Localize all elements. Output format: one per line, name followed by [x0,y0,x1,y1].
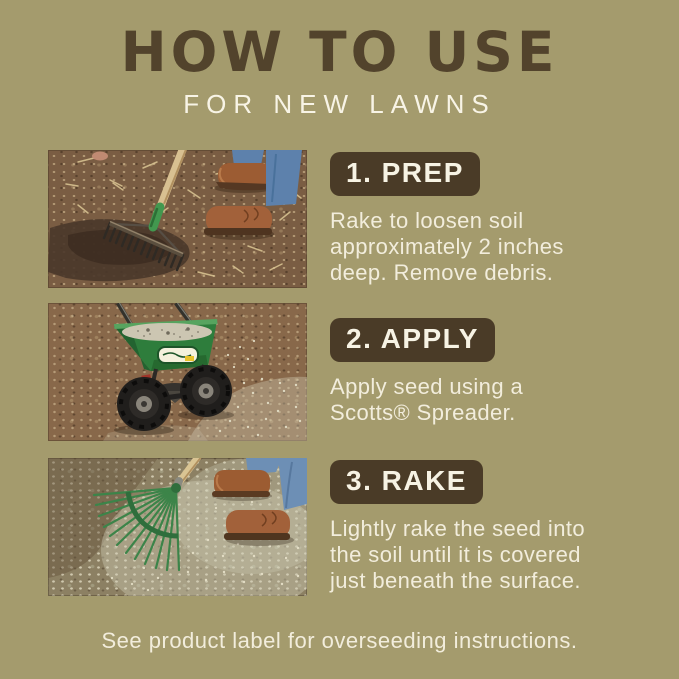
step-1-text [330,150,665,288]
description-line: Apply seed using a [330,374,524,399]
step-3-photo [48,458,307,596]
description-line: approximately 2 inches [330,234,564,259]
page-title: HOW TO USE [120,20,559,84]
step-3-badge: 3. RAKE [330,460,483,504]
step-1-photo [48,150,307,288]
step-1-badge: 1. PREP [330,152,480,196]
leaf-rake-photo-illustration [48,458,307,596]
description-line: Rake to loosen soil [330,208,524,233]
step-2-row [0,303,679,441]
step-2-text [330,303,665,441]
leaf-icon [92,152,108,161]
step-1-row [0,150,679,288]
description-line: just beneath the surface. [330,568,581,593]
spreader-photo-illustration [48,303,307,441]
footer-note: See product label for overseeding instructions. [101,628,578,653]
step-3-description [330,516,585,594]
page-subtitle: FOR NEW LAWNS [183,89,496,119]
description-line: deep. Remove debris. [330,260,554,285]
spreader-hopper [114,319,218,371]
description-line: Scotts® Spreader. [330,400,516,425]
step-3-row [0,458,679,596]
step-2-description [330,374,523,426]
person-legs-and-boots [204,150,302,240]
step-2-photo [48,303,307,441]
bow-rake-photo-illustration [48,150,307,288]
turf-builder-label [158,347,198,363]
description-line: Lightly rake the seed into [330,516,585,541]
step-3-text [330,458,665,596]
description-line: the soil until it is covered [330,542,581,567]
step-1-description [330,208,564,286]
step-2-badge: 2. APPLY [330,318,495,362]
